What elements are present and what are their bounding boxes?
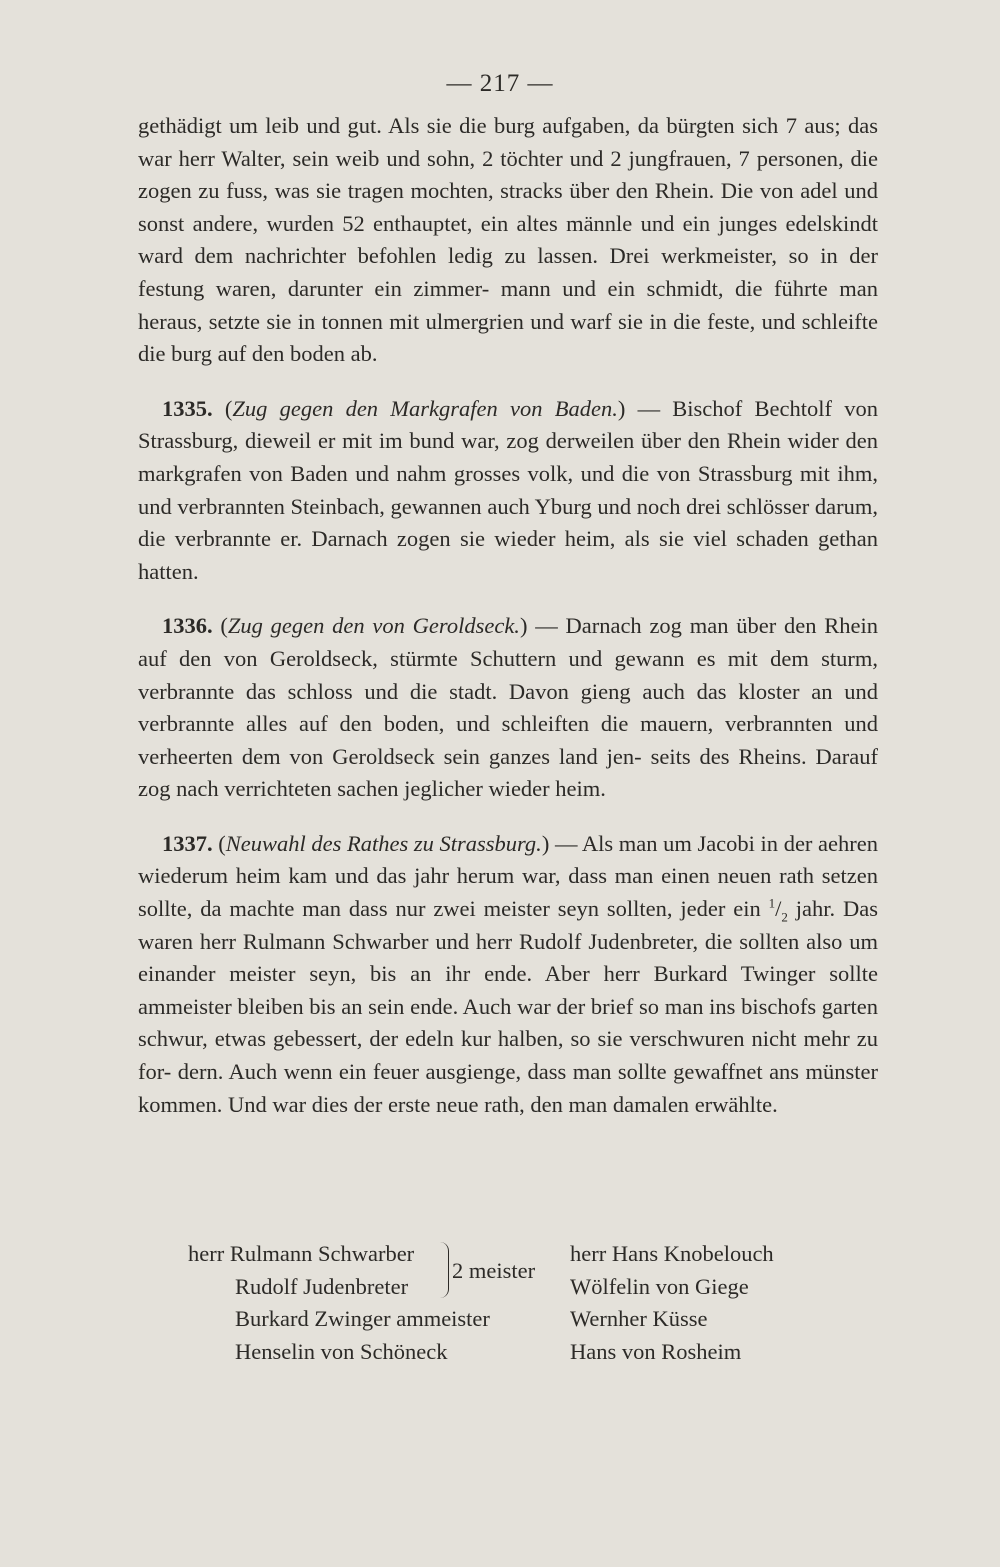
council-right-column — [570, 1238, 890, 1368]
council-member-left: Rudolf Judenbreter — [235, 1273, 409, 1299]
entry-line: ende. Auch war der brief so man ins bischofs garten schwur, etwas — [138, 993, 879, 1052]
entry-line: — Darnach zog man über den — [535, 613, 817, 639]
council-member-right: Hans von Rosheim — [570, 1338, 742, 1364]
entry-line: dem sturm, verbrannte das schloss und die stadt. Davon gieng auch das — [138, 645, 878, 704]
main-text — [138, 110, 878, 1121]
entry-line: von Strassburg, dieweil er mit im bund war, zog derweilen über den — [138, 395, 878, 454]
page-number: — 217 — — [446, 70, 554, 97]
entry-line: — Als man um Jacobi in — [554, 830, 779, 856]
fraction-denominator: 2 — [781, 909, 788, 925]
entry-line: Rhein wider den markgrafen von Baden und nahm grosses volk, und die — [138, 428, 878, 486]
text-line: das war herr Walter, sein weib und sohn, 2 töchter und 2 jungfrauen, — [138, 113, 878, 171]
entry-line: gebessert, der edeln kur halben, so sie verschwuren nicht mehr zu for- — [138, 1026, 879, 1085]
half-line-after: jahr. Das waren herr Rulmann Schwarber und herr — [138, 896, 879, 954]
bracket — [440, 1242, 449, 1298]
council-member-right: herr Hans Knobelouch — [570, 1241, 774, 1266]
half-line-before: sollten, jeder ein — [606, 896, 769, 922]
entry-line: sie wieder heim, als sie viel schaden gethan hatten. — [138, 526, 878, 584]
chronicle-entries — [138, 393, 878, 806]
entry-line: heim. — [555, 776, 606, 802]
chronicle-entry: 1336. (Zug gegen den von Geroldseck.) — Darnach zog man über den Rhein auf den von Geroldseck, stürmte Schuttern und gewann es mit dem sturm, verbrannte das schloss und die stadt. Davon gieng auch das kloster an und verbrannte alles auf den boden, und schleiften die mauern, verbrannten und verheerten dem von Geroldseck sein ganzes land jen- seits des Rheins. Darauf zog nach verrichteten sachen jeglicher wieder heim. — [138, 613, 879, 802]
text-line: 7 personen, die zogen zu fuss, was sie tragen mochten, stracks über den — [138, 145, 878, 204]
entry-line: neuen rath setzen sollte, da machte man dass nur zwei meister seyn — [138, 863, 879, 922]
entry-heading: Zug gegen den Markgrafen von Baden. — [232, 395, 618, 421]
entry-line: münster kommen. Und war dies der erste neue rath, den man damalen — [138, 1059, 879, 1117]
council-member-left: herr Rulmann Schwarber — [188, 1241, 415, 1266]
text-line: ulmergrien und warf sie in die feste, und schleifte die burg auf den — [138, 308, 878, 367]
text-line: männle und ein junges edelskindt ward dem nachrichter befohlen ledig zu — [138, 210, 878, 269]
opening-paragraph — [138, 110, 878, 371]
entry-year: 1337. — [162, 830, 213, 856]
entry-line: ende. Aber herr Burkard Twinger sollte ammeister bleiben bis an sein — [138, 961, 879, 1019]
entry-line: Rudolf Judenbreter, die sollten also um einander meister seyn, bis an ihr — [138, 928, 878, 987]
entry-line: verbrannten und verheerten dem von Geroldseck sein ganzes land jen- — [138, 711, 879, 769]
chronicle-entry: 1335. (Zug gegen den Markgrafen von Baden.) — Bischof Bechtolf von Strassburg, dieweil er mit im bund war, zog derweilen über den Rhein wider den markgrafen von Baden und nahm grosses volk, und die von Strassburg mit ihm, und verbrannten Steinbach, gewannen auch Yburg und noch drei schlösser darum, die verbrannte er. Darnach zogen sie wieder heim, als sie viel schaden gethan hatten. — [138, 395, 878, 584]
text-line: Rhein. Die von adel und sonst andere, wurden 52 enthauptet, ein altes — [138, 178, 878, 236]
entry-line: — Bischof Bechtolf — [637, 395, 833, 421]
bracket-label: 2 meister — [452, 1258, 536, 1283]
entry-lines-b — [138, 929, 878, 1117]
text-line: boden ab. — [290, 341, 378, 367]
entry-line: seits des Rheins. Darauf zog nach verrichteten sachen jeglicher wieder — [138, 743, 879, 802]
text-line: gethädigt um leib und gut. Als sie die burg aufgaben, da bürgten sich 7 aus; — [138, 113, 841, 138]
entry-line: von Strassburg mit ihm, und verbrannten Steinbach, gewannen auch — [138, 460, 878, 519]
entry-line: kloster an und verbrannte alles auf den boden, und schleiften die mauern, — [138, 678, 878, 737]
fraction-numerator: 1 — [768, 895, 776, 911]
entry-line: Rhein auf den von Geroldseck, stürmte Schuttern und gewann es mit — [138, 613, 878, 671]
half-line: sollten, jeder ein $^1/_2$ jahr. Das waren herr Rulmann Schwarber und herr — [138, 895, 879, 954]
council-member-left: Henselin von Schöneck — [235, 1338, 448, 1364]
entry-year: 1336. — [162, 613, 213, 639]
council-member-right: Wernher Küsse — [570, 1306, 708, 1332]
entry-line: erwählte. — [694, 1091, 778, 1117]
council-member-right: Wölfelin von Giege — [570, 1273, 749, 1299]
entry-year: 1335. — [162, 395, 213, 421]
entry-line: dern. Auch wenn ein feuer ausgienge, dass man sollte gewaffnet ans — [177, 1059, 800, 1085]
entry-line: Yburg und noch drei schlösser darum, die verbrannte er. Darnach zogen — [138, 493, 878, 552]
text-line: mann und ein schmidt, die führte man heraus, setzte sie in tonnen mit — [138, 275, 879, 334]
entry-line: der aehren wiederum heim kam und das jahr herum war, dass man einen — [138, 830, 878, 889]
entry-heading: Zug gegen den von Geroldseck. — [227, 613, 520, 639]
council-member-left: Burkard Zwinger ammeister — [235, 1306, 490, 1332]
entry-1337: 1337. (Neuwahl des Rathes zu Strassburg.) — Als man um Jacobi in der aehren wiederum heim kam und das jahr herum war, dass man einen neuen rath setzen sollte, da machte man dass nur zwei meister seyn sollten, jeder ein $^1/_2$ jahr. Das waren herr Rulmann Schwarber und herr Rudolf Judenbreter, die sollten also um einander meister seyn, bis an ihr ende. Aber herr Burkard Twinger sollte ammeister bleiben bis an sein ende. Auch war der brief so man ins bischofs garten schwur, etwas gebessert, der edeln kur halben, so sie verschwuren nicht mehr zu for- dern. Auch wenn ein feuer ausgienge, dass man sollte gewaffnet ans münster kommen. Und war dies der erste neue rath, den man damalen erwählte. — [138, 830, 879, 1117]
text-line: lassen. Drei werkmeister, so in der festung waren, darunter ein zimmer- — [138, 243, 879, 301]
entry-heading: Neuwahl des Rathes zu Strassburg. — [225, 830, 542, 856]
